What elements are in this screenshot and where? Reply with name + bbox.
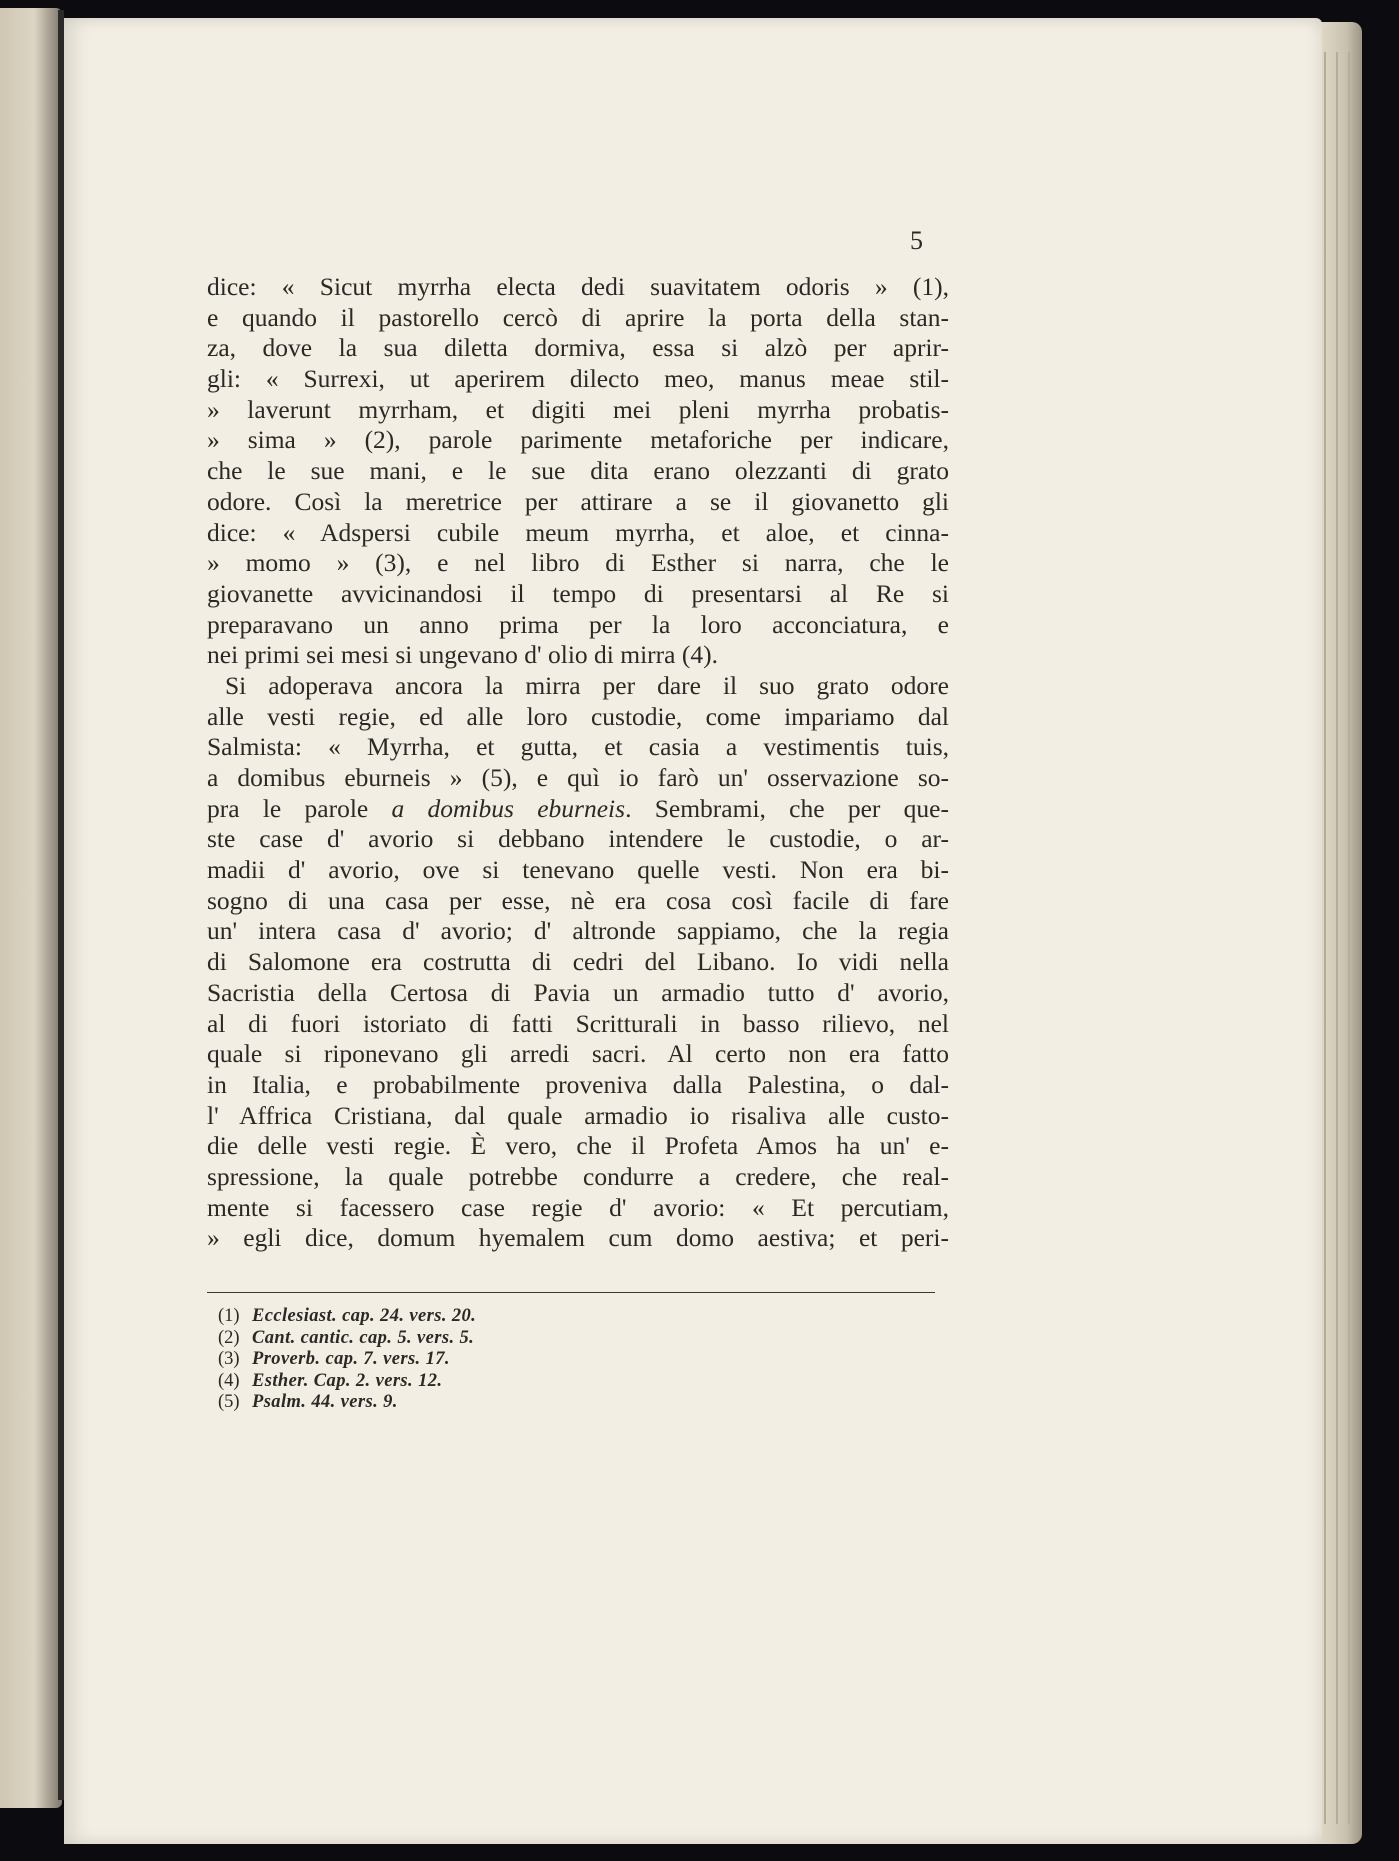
- text-line: al di fuori istoriato di fatti Scritturali in basso rilievo, nel: [207, 1008, 949, 1038]
- footnote-number: (3): [218, 1349, 240, 1369]
- italic-phrase: a domibus eburneis: [391, 793, 626, 823]
- text-line: l' Affrica Cristiana, dal quale armadio io risaliva alle custo-: [207, 1100, 949, 1130]
- text-line: » sima » (2), parole parimente metaforiche per indicare,: [207, 425, 949, 455]
- page-number: 5: [910, 226, 923, 255]
- footnote: [218, 1328, 476, 1350]
- text-line: nei primi sei mesi si ungevano d' olio di mirra (4).: [207, 640, 718, 670]
- text-line: a domibus eburneis » (5), e quì io farò un' osservazione so-: [207, 763, 949, 792]
- text-line: mente si facessero case regie d' avorio: « Et percutiam,: [207, 1192, 949, 1222]
- footnote-text: Psalm. 44. vers. 9.: [252, 1392, 398, 1412]
- text-line: » momo » (3), e nel libro di Esther si narra, che le: [207, 548, 949, 578]
- text-line: Sacristia della Certosa di Pavia un armadio tutto d' avorio,: [207, 977, 949, 1007]
- text-line: dice: « Sicut myrrha electa dedi suavitatem odoris » (1),: [207, 272, 949, 301]
- footnote-number: (5): [218, 1392, 240, 1412]
- text-line: » egli dice, domum hyemalem cum domo aestiva; et peri-: [207, 1223, 949, 1253]
- text-line: di Salomone era costrutta di cedri del Libano. Io vidi nella: [207, 947, 949, 977]
- footnotes: [218, 1306, 476, 1414]
- text-line: die delle vesti regie. È vero, che il Profeta Amos ha un' e-: [207, 1131, 949, 1161]
- text-line: gli: « Surrexi, ut aperirem dilecto meo, manus meae stil-: [207, 364, 949, 394]
- footnote: [218, 1371, 476, 1393]
- text-line: e quando il pastorello cercò di aprire la porta della stan-: [207, 302, 949, 332]
- left-page-edge: [0, 8, 62, 1808]
- footnote: [218, 1349, 476, 1371]
- footnote-text: Proverb. cap. 7. vers. 17.: [252, 1349, 450, 1369]
- text-line: spressione, la quale potrebbe condurre a credere, che real-: [207, 1161, 949, 1191]
- footnote: [218, 1306, 476, 1328]
- text-line: giovanette avvicinandosi il tempo di presentarsi al Re si: [207, 578, 949, 608]
- body-text: [207, 272, 949, 1254]
- footnote-number: (2): [218, 1327, 240, 1348]
- text-line: pra le parole a domibus eburneis. Sembrami, che per que-: [207, 793, 949, 823]
- text-line: preparavano un anno prima per la loro acconciatura, e: [207, 609, 949, 639]
- footnote-text: Cant. cantic. cap. 5. vers. 5.: [252, 1327, 475, 1348]
- text-line: alle vesti regie, ed alle loro custodie, come impariamo dal: [207, 701, 949, 731]
- text-line: odore. Così la meretrice per attirare a se il giovanetto gli: [207, 486, 949, 516]
- footnote-number: (1): [218, 1306, 240, 1326]
- text-line: Si adoperava ancora la mirra per dare il suo grato odore: [225, 670, 949, 700]
- footnote-text: Ecclesiast. cap. 24. vers. 20.: [252, 1306, 477, 1326]
- footnote: [218, 1392, 476, 1414]
- text-line: che le sue mani, e le sue dita erano olezzanti di grato: [207, 456, 949, 486]
- text-line: sogno di una casa per esse, nè era cosa così facile di fare: [207, 885, 949, 915]
- text-line: ste case d' avorio si debbano intendere le custodie, o ar-: [207, 824, 949, 854]
- text-line: un' intera casa d' avorio; d' altronde sappiamo, che la regia: [207, 916, 949, 946]
- footnote-text: Esther. Cap. 2. vers. 12.: [252, 1370, 443, 1391]
- text-line: za, dove la sua diletta dormiva, essa si alzò per aprir-: [207, 333, 949, 363]
- text-line: madii d' avorio, ove si tenevano quelle vesti. Non era bi-: [207, 855, 949, 885]
- footnote-rule: [207, 1292, 935, 1293]
- text-line: in Italia, e probabilmente proveniva dalla Palestina, o dal-: [207, 1069, 949, 1099]
- footnote-number: (4): [218, 1370, 240, 1391]
- text-line: quale si riponevano gli arredi sacri. Al certo non era fatto: [207, 1039, 949, 1069]
- text-line: Salmista: « Myrrha, et gutta, et casia a vestimentis tuis,: [207, 732, 949, 762]
- text-line: dice: « Adspersi cubile meum myrrha, et aloe, et cinna-: [207, 517, 949, 547]
- text-line: » laverunt myrrham, et digiti mei pleni myrrha probatis-: [207, 394, 949, 424]
